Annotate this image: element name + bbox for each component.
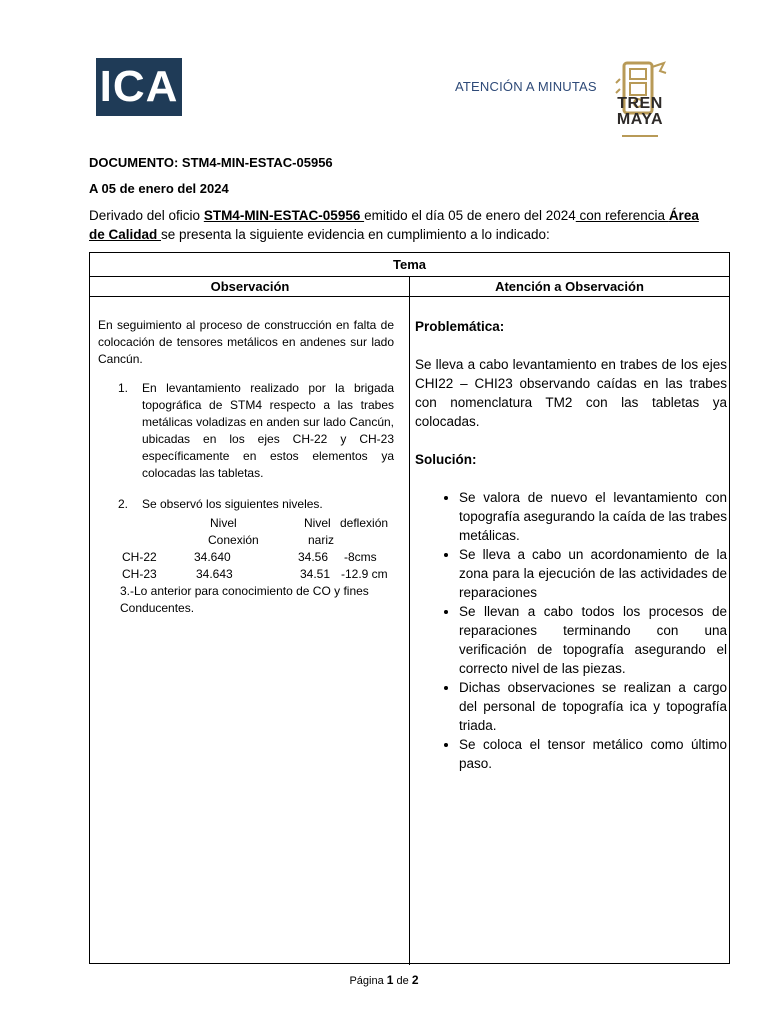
levels-row-conexion: 34.640	[194, 550, 231, 564]
levels-header-nivel-2: Nivel	[304, 516, 331, 530]
area-reference: Área de Calidad	[89, 208, 699, 242]
solution-item: • Se coloca el tensor metálico como último paso.	[459, 735, 727, 773]
levels-row-deflexion: -8cms	[344, 550, 377, 564]
observation-item-2	[98, 496, 394, 513]
footer-of-word: de	[393, 975, 412, 987]
intro-text-3: con referencia	[575, 208, 669, 223]
ica-logo: ICA	[96, 58, 182, 116]
page-header-title: ATENCIÓN A MINUTAS	[455, 79, 597, 94]
footer-page-total: 2	[411, 973, 419, 987]
observation-cell	[98, 317, 394, 617]
intro-text-4: se presenta la siguiente evidencia en cumplimiento a lo indicado:	[161, 227, 550, 242]
solution-item: • Dichas observaciones se realizan a cargo del personal de topografía ica y topografía triada.	[459, 678, 727, 735]
item-number: 1.	[118, 381, 129, 395]
observation-item-3: 3.-Lo anterior para conocimiento de CO y fines Conducentes.	[120, 584, 369, 615]
observation-item-1	[98, 380, 394, 482]
column-header-observacion: Observación	[90, 277, 410, 297]
solution-item: • Se valora de nuevo el levantamiento con topografía asegurando la caída de las trabes metálicas.	[459, 488, 727, 545]
solution-list	[415, 488, 727, 773]
intro-text-2: emitido el día 05 de enero del 2024	[364, 208, 576, 223]
observation-intro: En seguimiento al proceso de construcción en falta de colocación de tensores metálicos en andenes sur lado Cancún.	[98, 318, 394, 366]
levels-header-conexion: Conexión	[208, 533, 259, 547]
document-number: DOCUMENTO: STM4-MIN-ESTAC-05956	[89, 155, 333, 170]
levels-row-conexion: 34.643	[196, 567, 233, 581]
levels-row-eje: CH-22	[122, 550, 157, 564]
footer-page-word: Página	[349, 975, 387, 987]
levels-header-deflexion: deflexión	[340, 516, 389, 530]
levels-table	[98, 515, 394, 583]
attention-cell	[415, 317, 727, 773]
evidence-table	[89, 252, 730, 964]
tren-maya-logo-text	[606, 96, 674, 128]
levels-header-nivel-1: Nivel	[210, 516, 237, 530]
problem-heading: Problemática:	[415, 319, 505, 334]
table-title: Tema	[90, 253, 729, 277]
page-footer	[0, 973, 768, 987]
item-text: En levantamiento realizado por la brigada topográfica de STM4 respecto a las trabes metálicas voladizas en anden sur lado Cancún, ubicadas en los ejes CH-22 y CH-23 específicamente en estos elementos ya colocadas las tabletas.	[142, 381, 394, 480]
levels-row-nariz: 34.56	[298, 550, 329, 564]
tren-logo-line1: TREN	[617, 95, 663, 112]
tren-logo-line2: MAYA	[616, 111, 664, 128]
oficio-reference: STM4-MIN-ESTAC-05956	[203, 208, 365, 223]
levels-row-deflexion: -12.9 cm	[341, 567, 388, 581]
document-date: A 05 de enero del 2024	[89, 181, 229, 196]
solution-item: • Se llevan a cabo todos los procesos de reparaciones terminando con una verificación de topografía asegurando el correcto nivel de las piezas.	[459, 602, 727, 678]
column-divider	[409, 277, 410, 965]
intro-paragraph	[89, 206, 701, 244]
footer-page-number: 1	[386, 973, 394, 987]
intro-text-1: Derivado del oficio	[89, 208, 204, 223]
item-text: Se observó los siguientes niveles.	[142, 497, 323, 511]
solution-heading: Solución:	[415, 452, 477, 467]
tren-logo-underline	[622, 135, 658, 137]
column-header-atencion: Atención a Observación	[410, 277, 729, 297]
solution-item: • Se lleva a cabo un acordonamiento de la zona para la ejecución de las actividades de reparaciones	[459, 545, 727, 602]
item-number: 2.	[118, 497, 129, 511]
problem-text: Se lleva a cabo levantamiento en trabes de los ejes CHI22 – CHI23 observando caídas en las trabes con nomenclatura TM2 con las tabletas ya colocadas.	[415, 357, 727, 429]
levels-row-nariz: 34.51	[300, 567, 331, 581]
levels-row-eje: CH-23	[122, 567, 157, 581]
levels-header-nariz: nariz	[308, 533, 335, 547]
